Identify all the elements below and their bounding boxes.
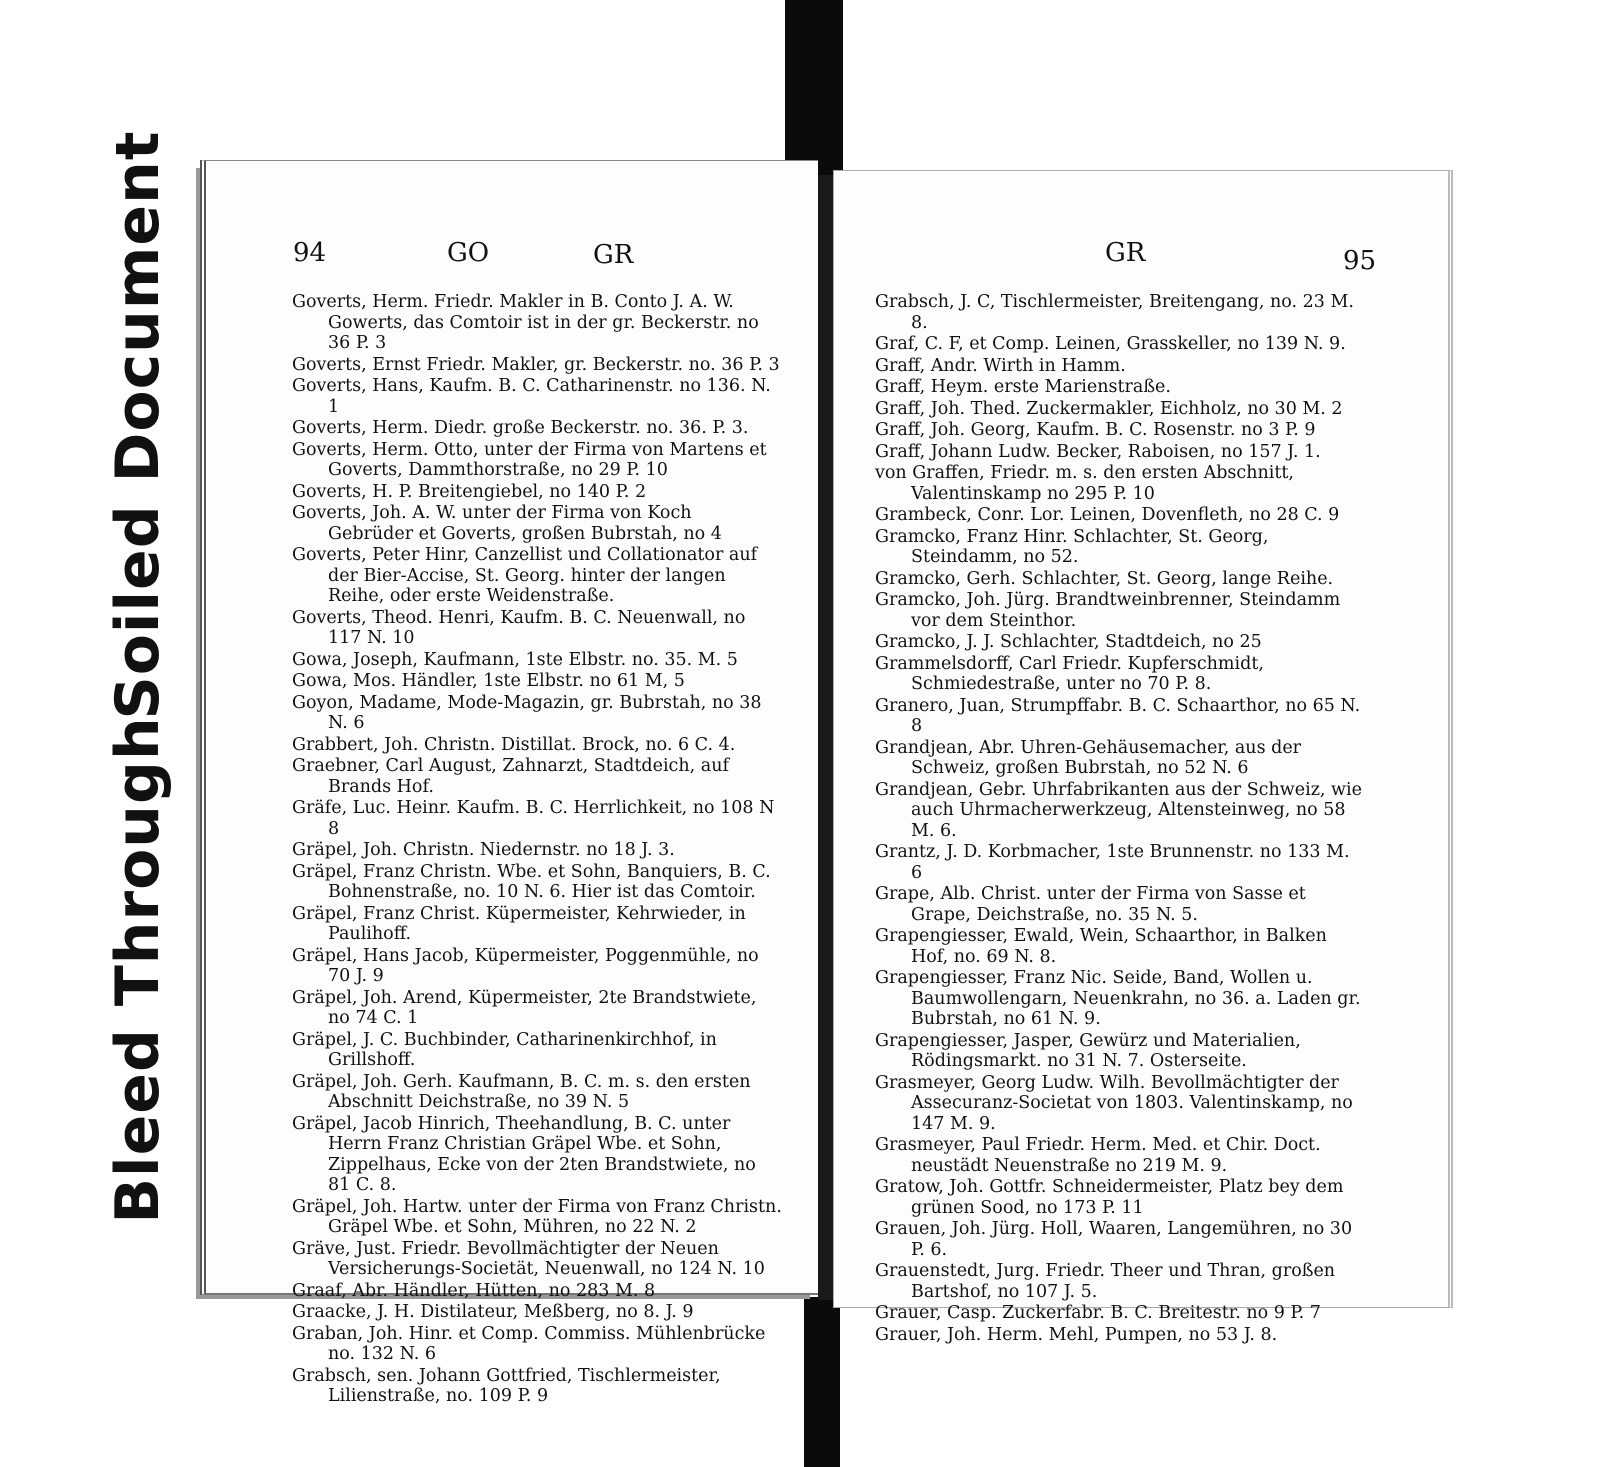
directory-entry: Graff, Joh. Georg, Kaufm. B. C. Rosenstr. no 3 P. 9 bbox=[875, 420, 1316, 440]
directory-entry: Grasmeyer, Paul Friedr. Herm. Med. et Chir. Doct. neustädt Neuenstraße no 219 M. 9. bbox=[875, 1135, 1321, 1176]
directory-entry: Graff, Heym. erste Marienstraße. bbox=[875, 377, 1171, 397]
right-header-gr: GR bbox=[1105, 238, 1146, 268]
right-entry-list bbox=[875, 292, 1365, 1346]
directory-entry: Grambeck, Conr. Lor. Leinen, Dovenfleth, no 28 C. 9 bbox=[875, 505, 1340, 525]
directory-entry: Granero, Juan, Strumpffabr. B. C. Schaarthor, no 65 N. 8 bbox=[875, 695, 1361, 736]
directory-entry: Gräpel, Franz Christn. Wbe. et Sohn, Banquiers, B. C. Bohnenstraße, no. 10 N. 6. Hier ist das Comtoir. bbox=[292, 861, 771, 902]
left-header-gr: GR bbox=[593, 240, 634, 270]
directory-entry: Grape, Alb. Christ. unter der Firma von Sasse et Grape, Deichstraße, no. 35 N. 5. bbox=[875, 884, 1306, 925]
directory-entry: Graf, C. F, et Comp. Leinen, Grasskeller, no 139 N. 9. bbox=[875, 334, 1346, 354]
directory-entry: Goverts, Theod. Henri, Kaufm. B. C. Neuenwall, no 117 N. 10 bbox=[292, 607, 746, 648]
directory-entry: Gräpel, Joh. Arend, Küpermeister, 2te Brandstwiete, no 74 C. 1 bbox=[292, 987, 757, 1028]
directory-entry: Grauer, Casp. Zuckerfabr. B. C. Breitestr. no 9 P. 7 bbox=[875, 1303, 1321, 1323]
book-gutter bbox=[818, 175, 833, 1300]
directory-entry: Gräpel, Joh. Christn. Niedernstr. no 18 J. 3. bbox=[292, 840, 675, 860]
directory-entry: Grabbert, Joh. Christn. Distillat. Brock, no. 6 C. 4. bbox=[292, 734, 736, 755]
directory-entry: Graban, Joh. Hinr. et Comp. Commiss. Mühlenbrücke no. 132 N. 6 bbox=[292, 1323, 766, 1364]
directory-entry: Goverts, Ernst Friedr. Makler, gr. Beckerstr. no. 36 P. 3 bbox=[292, 354, 780, 375]
directory-entry: Goverts, H. P. Breitengiebel, no 140 P. 2 bbox=[292, 481, 647, 502]
left-header-go: GO bbox=[447, 238, 490, 268]
directory-entry: Gowa, Mos. Händler, 1ste Elbstr. no 61 M, 5 bbox=[292, 671, 685, 691]
directory-entry: Graaf, Abr. Händler, Hütten, no 283 M. 8 bbox=[292, 1280, 656, 1301]
directory-entry: Grasmeyer, Georg Ludw. Wilh. Bevollmächtigter der Assecuranz-Societat von 1803. Valentinskamp, no 147 M. 9. bbox=[875, 1072, 1353, 1134]
directory-entry: Goverts, Joh. A. W. unter der Firma von Koch Gebrüder et Goverts, großen Bubrstah, no 4 bbox=[292, 503, 722, 544]
directory-entry: Gräpel, Joh. Gerh. Kaufmann, B. C. m. s. den ersten Abschnitt Deichstraße, no 39 N. 5 bbox=[292, 1071, 751, 1112]
directory-entry: Graebner, Carl August, Zahnarzt, Stadtdeich, auf Brands Hof. bbox=[292, 756, 729, 797]
directory-entry: Goyon, Madame, Mode-Magazin, gr. Bubrstah, no 38 N. 6 bbox=[292, 692, 762, 733]
directory-entry: Gräpel, J. C. Buchbinder, Catharinenkirchhof, in Grillshoff. bbox=[292, 1029, 717, 1070]
directory-entry: Gräpel, Joh. Hartw. unter der Firma von Franz Christn. Gräpel Wbe. et Sohn, Mühren, no 22 N. 2 bbox=[292, 1196, 782, 1237]
directory-entry: Graacke, J. H. Distilateur, Meßberg, no 8. J. 9 bbox=[292, 1302, 694, 1322]
directory-entry: von Graffen, Friedr. m. s. den ersten Abschnitt, Valentinskamp no 295 P. 10 bbox=[875, 463, 1294, 504]
directory-entry: Gramcko, J. J. Schlachter, Stadtdeich, no 25 bbox=[875, 632, 1262, 652]
directory-entry: Graff, Johann Ludw. Becker, Raboisen, no 157 J. 1. bbox=[875, 441, 1321, 462]
directory-entry: Grapengiesser, Franz Nic. Seide, Band, Wollen u. Baumwollengarn, Neuenkrahn, no 36. a. Laden gr. Bubrstah, no 61 N. 9. bbox=[875, 968, 1361, 1029]
directory-entry: Gramcko, Franz Hinr. Schlachter, St. Georg, Steindamm, no 52. bbox=[875, 526, 1269, 567]
directory-entry: Grauen, Joh. Jürg. Holl, Waaren, Langemühren, no 30 P. 6. bbox=[875, 1219, 1353, 1260]
left-page-number: 94 bbox=[293, 238, 327, 268]
right-page-number: 95 bbox=[1343, 246, 1377, 276]
directory-entry: Grandjean, Abr. Uhren-Gehäusemacher, aus der Schweiz, großen Bubrstah, no 52 N. 6 bbox=[875, 737, 1302, 778]
directory-entry: Gramcko, Gerh. Schlachter, St. Georg, lange Reihe. bbox=[875, 568, 1334, 589]
directory-entry: Gratow, Joh. Gottfr. Schneidermeister, Platz bey dem grünen Sood, no 173 P. 11 bbox=[875, 1177, 1344, 1218]
spine-bar-bottom bbox=[804, 1297, 840, 1467]
directory-entry: Gowa, Joseph, Kaufmann, 1ste Elbstr. no. 35. M. 5 bbox=[292, 649, 738, 670]
directory-entry: Grauenstedt, Jurg. Friedr. Theer und Thran, großen Bartshof, no 107 J. 5. bbox=[875, 1261, 1336, 1302]
directory-entry: Grandjean, Gebr. Uhrfabrikanten aus der Schweiz, wie auch Uhrmacherwerkzeug, Altensteinweg, no 58 M. 6. bbox=[875, 779, 1362, 841]
directory-entry: Goverts, Hans, Kaufm. B. C. Catharinenstr. no 136. N. 1 bbox=[292, 376, 771, 417]
soiled-document-label: Soiled Document bbox=[103, 130, 173, 720]
directory-entry: Goverts, Herm. Friedr. Makler in B. Conto J. A. W. Gowerts, das Comtoir ist in der gr. Beckerstr. no 36 P. 3 bbox=[292, 292, 759, 353]
directory-entry: Goverts, Peter Hinr, Canzellist und Collationator auf der Bier-Accise, St. Georg. hinter der langen Reihe, oder erste Weidenstraße. bbox=[292, 545, 758, 606]
directory-entry: Gräfe, Luc. Heinr. Kaufm. B. C. Herrlichkeit, no 108 N 8 bbox=[292, 798, 775, 839]
directory-entry: Gräpel, Hans Jacob, Küpermeister, Poggenmühle, no 70 J. 9 bbox=[292, 945, 759, 986]
spine-bar-top bbox=[785, 0, 843, 175]
directory-entry: Goverts, Herm. Otto, unter der Firma von Martens et Goverts, Dammthorstraße, no 29 P. 10 bbox=[292, 439, 767, 480]
directory-entry: Grauer, Joh. Herm. Mehl, Pumpen, no 53 J. 8. bbox=[875, 1324, 1278, 1345]
directory-entry: Gräpel, Franz Christ. Küpermeister, Kehrwieder, in Paulihoff. bbox=[292, 903, 746, 944]
directory-entry: Goverts, Herm. Diedr. große Beckerstr. no. 36. P. 3. bbox=[292, 418, 749, 438]
bleed-through-label: Bleed Through bbox=[103, 716, 173, 1224]
directory-entry: Graff, Joh. Thed. Zuckermakler, Eichholz, no 30 M. 2 bbox=[875, 398, 1343, 419]
directory-entry: Graff, Andr. Wirth in Hamm. bbox=[875, 355, 1126, 376]
directory-entry: Grabsch, J. C, Tischlermeister, Breitengang, no. 23 M. 8. bbox=[875, 292, 1354, 333]
directory-entry: Gräpel, Jacob Hinrich, Theehandlung, B. C. unter Herrn Franz Christian Gräpel Wbe. et Sohn, Zippelhaus, Ecke von der 2ten Brandstwiete, no 81 C. 8. bbox=[292, 1113, 756, 1195]
directory-entry: Grapengiesser, Jasper, Gewürz und Materialien, Rödingsmarkt. no 31 N. 7. Osterseite. bbox=[875, 1030, 1301, 1071]
directory-entry: Grapengiesser, Ewald, Wein, Schaarthor, in Balken Hof, no. 69 N. 8. bbox=[875, 926, 1327, 967]
directory-entry: Grantz, J. D. Korbmacher, 1ste Brunnenstr. no 133 M. 6 bbox=[875, 842, 1350, 883]
directory-entry: Grabsch, sen. Johann Gottfried, Tischlermeister, Lilienstraße, no. 109 P. 9 bbox=[292, 1365, 721, 1406]
directory-entry: Grammelsdorff, Carl Friedr. Kupferschmidt, Schmiedestraße, unter no 70 P. 8. bbox=[875, 653, 1264, 694]
left-entry-list bbox=[292, 292, 782, 1408]
directory-entry: Gramcko, Joh. Jürg. Brandtweinbrenner, Steindamm vor dem Steinthor. bbox=[875, 590, 1341, 631]
directory-entry: Gräve, Just. Friedr. Bevollmächtigter der Neuen Versicherungs-Societät, Neuenwall, no 124 N. 10 bbox=[292, 1238, 765, 1279]
